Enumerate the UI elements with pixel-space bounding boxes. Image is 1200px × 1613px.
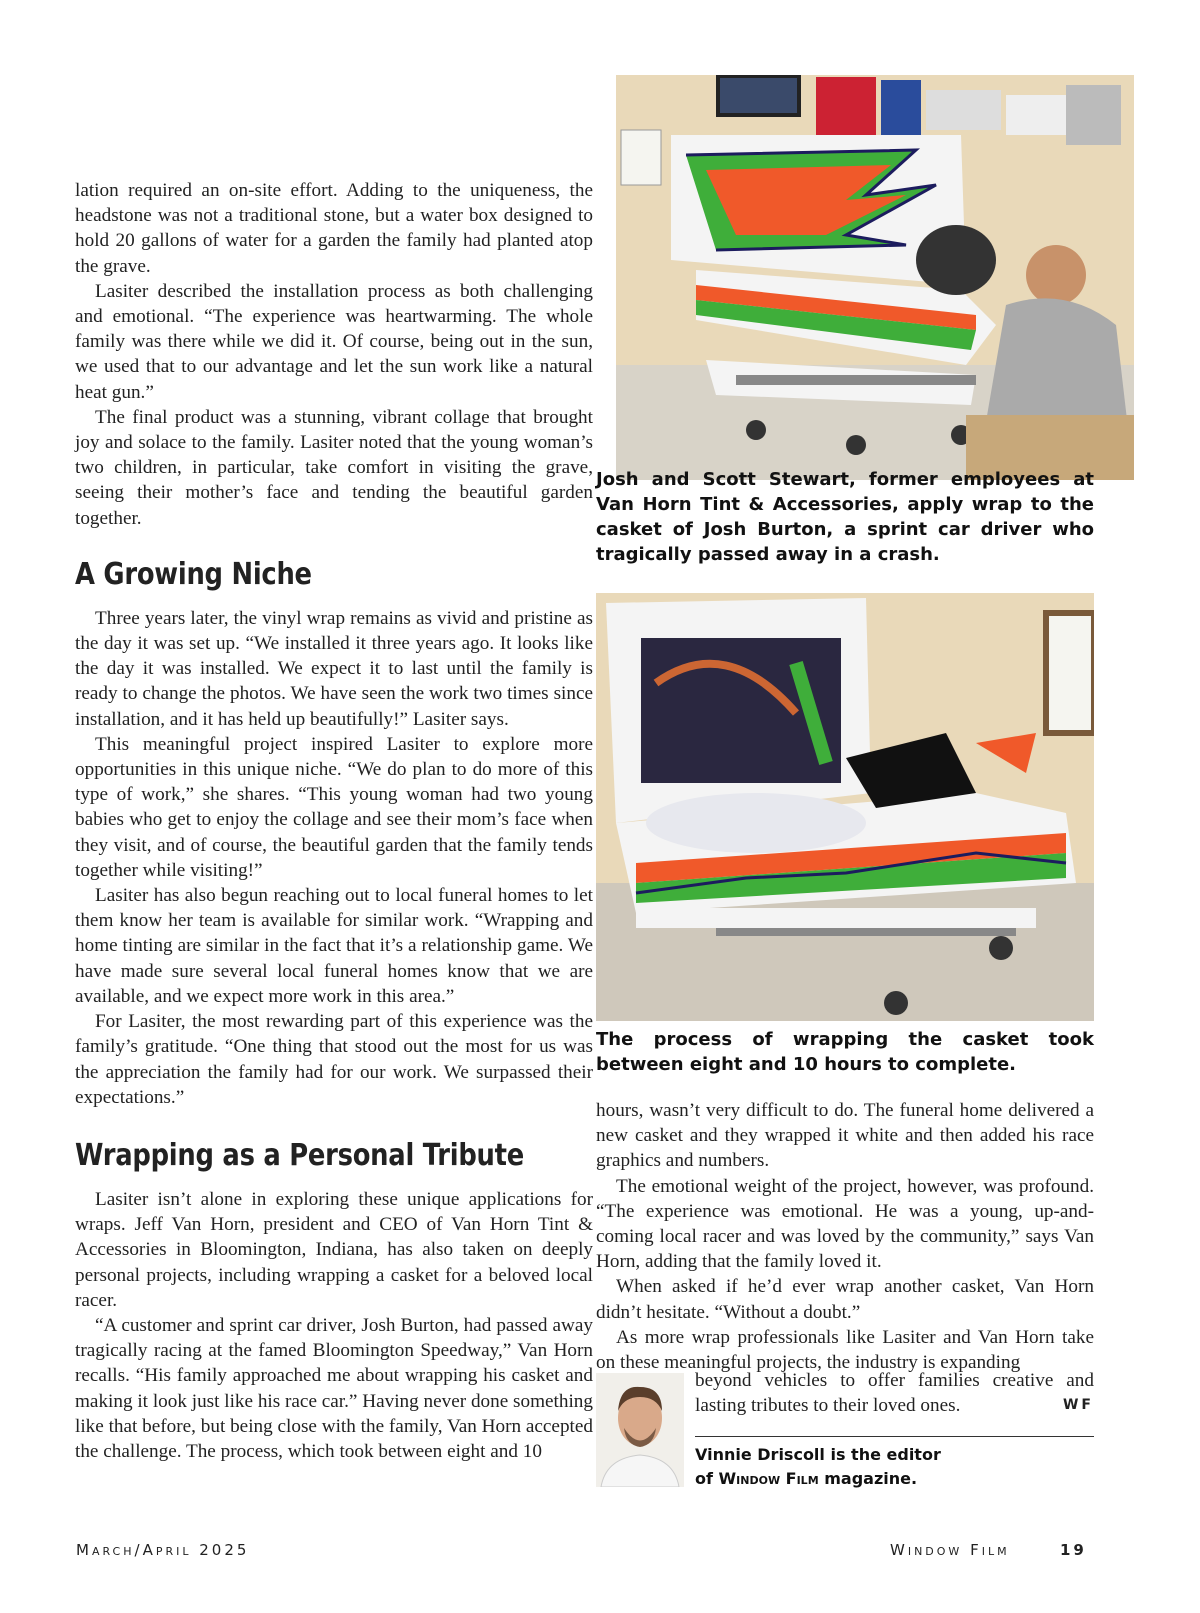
- niche-text: [75, 606, 593, 1110]
- footer-magazine: Window Film: [890, 1541, 1010, 1559]
- bio-line-2: of Window Film magazine.: [695, 1469, 918, 1488]
- paragraph: This meaningful project inspired Lasiter to explore more opportunities in this unique niche. “We do plan to do more of this type of work,” she shares. “This young woman had two young babies who get to enjoy the collage and see their mom’s face when they visit, and of course, the beautiful garden that the family tends together while visiting!”: [75, 733, 593, 881]
- paragraph: Lasiter described the installation process as both challenging and emotional. “The experience was heartwarming. The whole family was there while we did it. Of course, being out in the sun, we used that to our advantage and let the sun work like a natural heat gun.”: [75, 280, 593, 403]
- paragraph: hours, wasn’t very difficult to do. The funeral home delivered a new casket and they wrapped it white and then added his race graphics and numbers.: [596, 1100, 1094, 1172]
- paragraph: For Lasiter, the most rewarding part of this experience was the family’s gratitude. “One thing that stood out the most for us was the appreciation the family had for our work. We surpassed their expectations.”: [75, 1011, 593, 1108]
- intro-text: [75, 178, 593, 531]
- paragraph: The emotional weight of the project, however, was profound. “The experience was emotional. He was a young, up-and-coming local racer and was loved by the community,” says Van Horn, adding that the family loved it.: [596, 1175, 1094, 1273]
- end-mark: WF: [1062, 1397, 1094, 1414]
- section-heading-growing-niche: A Growing Niche: [75, 556, 312, 592]
- continued-text: [596, 1098, 1094, 1375]
- paragraph: The final product was a stunning, vibrant collage that brought joy and solace to the family. Lasiter noted that the young woman’s two children, in particular, take comfort in visiting the grave, seeing their mother’s face and tending the beautiful garden together.: [75, 406, 593, 529]
- wrapped-casket-illustration: [596, 593, 1094, 1021]
- author-bio: [695, 1436, 1094, 1491]
- closing-sentence: beyond vehicles to offer families creative and lasting tributes to their loved ones.: [695, 1370, 1094, 1417]
- paragraph: “A customer and sprint car driver, Josh Burton, had passed away tragically racing at the famed Bloomington Speedway,” Van Horn recalls. “His family approached me about wrapping his casket and making it look just like his race car.” Having never done something like that before, but being close with the family, Van Horn accepted the challenge. The process, which took between eight and 10: [75, 1314, 593, 1462]
- wrapped-casket-photo: [596, 593, 1094, 1021]
- closing-text: [695, 1368, 1094, 1418]
- tribute-text: [75, 1187, 593, 1464]
- paragraph: As more wrap professionals like Lasiter and Van Horn take on these meaningful projects, the industry is expanding: [596, 1326, 1094, 1374]
- section-heading-personal-tribute: Wrapping as a Personal Tribute: [75, 1137, 524, 1173]
- photo-caption-2: The process of wrapping the casket took between eight and 10 hours to complete.: [596, 1029, 1094, 1075]
- author-photo: [596, 1373, 684, 1487]
- casket-wrapping-photo: [616, 75, 1134, 480]
- right-column: [596, 1098, 1094, 1375]
- left-column: [75, 178, 593, 1464]
- footer-issue: March/April 2025: [76, 1541, 250, 1559]
- author-portrait: [596, 1373, 684, 1487]
- paragraph: Three years later, the vinyl wrap remains as vivid and pristine as the day it was set up. “We installed it three years ago. It looks like the day it was installed. We expect it to last until the family is ready to change the photos. We have seen the work two times since installation, and it has held up beautifully!” Lasiter says.: [75, 607, 593, 730]
- paragraph: Lasiter has also begun reaching out to local funeral homes to let them know her team is available for similar work. “Wrapping and home tinting are similar in the fact that it’s a relationship game. We have made sure several local funeral homes know that we are available, and we expect more work in this area.”: [75, 885, 593, 1007]
- casket-wrapping-illustration: [616, 75, 1134, 480]
- magazine-name: Window Film: [718, 1469, 819, 1488]
- paragraph: Lasiter isn’t alone in exploring these unique applications for wraps. Jeff Van Horn, president and CEO of Van Horn Tint & Accessories in Bloomington, Indiana, has also taken on deeply personal projects, including wrapping a casket for a beloved local racer.: [75, 1188, 593, 1311]
- paragraph: lation required an on-site effort. Adding to the uniqueness, the headstone was not a traditional stone, but a water box designed to hold 20 gallons of water for a garden the family had planted atop the grave.: [75, 180, 593, 277]
- photo-caption-1: Josh and Scott Stewart, former employees at Van Horn Tint & Accessories, apply wrap to the casket of Josh Burton, a sprint car driver who tragically passed away in a crash.: [596, 469, 1094, 565]
- page-number: 19: [1060, 1541, 1087, 1559]
- paragraph: When asked if he’d ever wrap another casket, Van Horn didn’t hesitate. “Without a doubt.”: [596, 1276, 1094, 1323]
- bio-line-1: Vinnie Driscoll is the editor: [695, 1445, 941, 1464]
